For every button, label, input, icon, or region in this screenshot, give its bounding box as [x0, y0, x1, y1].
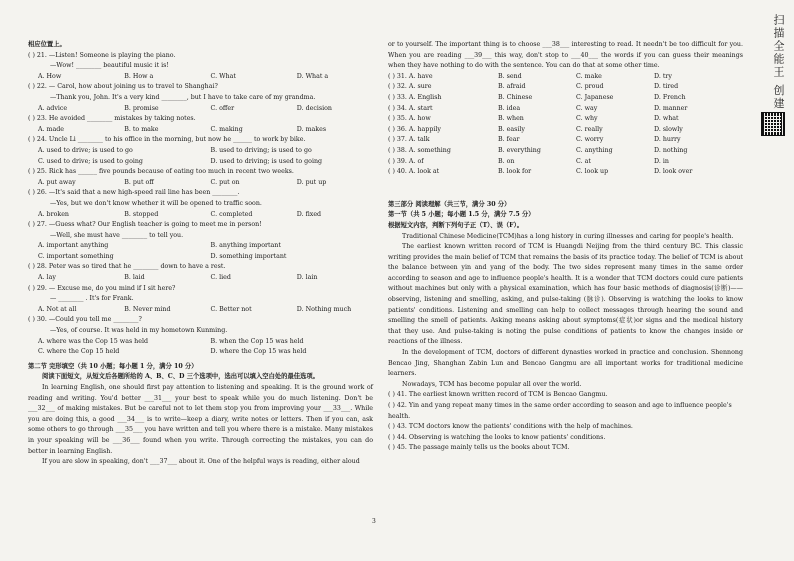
choice-row — [388, 146, 743, 157]
choice-option: D. French — [654, 93, 686, 101]
choice-option: C. really — [576, 125, 603, 133]
choice-row — [388, 135, 743, 146]
part3-section1: 第一节（共 5 小题；每小题 1.5 分，满分 7.5 分） — [388, 211, 535, 219]
right-column — [388, 40, 743, 454]
option-row — [28, 157, 373, 168]
question-sub: —Well, she must have ________ to tell you. — [50, 231, 184, 239]
option: D. Nothing much — [296, 305, 352, 313]
option: C. important something — [38, 252, 114, 260]
question-sub: —Thank you, John. It's a very kind ________, but I have to take care of my grandma. — [50, 93, 316, 101]
option-row — [28, 347, 373, 358]
cloze-paragraph-2: If you are slow in speaking, don't ___37___ about it. One of the helpful ways is reading, either aloud — [42, 458, 360, 466]
option: D. fixed — [296, 210, 322, 218]
choice-option: ( ) 31. A. have — [388, 72, 433, 80]
option: A. where was the Cop 15 was held — [38, 337, 149, 345]
question-stem: ( ) 26. —It's said that a new high-speed rail line has been ________. — [28, 189, 240, 197]
option-row — [28, 72, 373, 83]
choice-option: D. tired — [654, 83, 679, 91]
choice-option: B. Chinese — [498, 93, 533, 101]
option: C. What — [210, 72, 236, 80]
option-row — [28, 210, 373, 221]
choice-row — [388, 104, 743, 115]
choice-option: ( ) 34. A. start — [388, 104, 433, 112]
option: A. advice — [38, 104, 68, 112]
true-false-list — [388, 390, 743, 454]
choice-option: ( ) 33. A. English — [388, 93, 442, 101]
option: A. put away — [38, 178, 76, 186]
choice-option: B. afraid — [498, 83, 526, 91]
question-sub: — ________ . It's for Frank. — [50, 295, 134, 303]
option: C. where the Cop 15 held — [38, 348, 120, 356]
option: D. used to driving; is used to going — [210, 157, 323, 165]
question-list — [28, 51, 373, 358]
choice-option: B. when — [498, 115, 524, 123]
option: A. important anything — [38, 242, 109, 250]
option: B. laid — [124, 274, 145, 282]
section2-instructions: 阅读下面短文，从短文后各题所给的 A、B、C、D 三个选项中，选出可以填入空白处的最佳选项。 — [42, 373, 319, 381]
option-row — [28, 241, 373, 252]
tf-item: ( ) 43. TCM doctors know the patients' conditions with the help of machines. — [388, 423, 633, 431]
choice-option: D. manner — [654, 104, 688, 112]
page-number: 3 — [372, 518, 376, 525]
choice-option: C. why — [576, 115, 598, 123]
option: D. where the Cop 15 was held — [210, 348, 307, 356]
tf-item: ( ) 42. Yin and yang repeat many times in the same order according to season and age to influence people's health. — [388, 402, 732, 420]
choice-option: B. send — [498, 72, 522, 80]
question-sub: —Wow! ________ beautiful music it is! — [50, 62, 169, 70]
option: C. offer — [210, 104, 235, 112]
qr-code-icon — [761, 112, 785, 136]
question-stem: ( ) 23. He avoided ________ mistakes by taking notes. — [28, 115, 196, 123]
option-row — [28, 125, 373, 136]
part3-instructions: 根据短文内容，判断下列句子正（T）、误（F）。 — [388, 221, 524, 229]
cloze-choices — [388, 72, 743, 178]
question-stem: ( ) 21. —Listen! Someone is playing the piano. — [28, 51, 176, 59]
cloze-paragraph-3: or to yourself. The important thing is to choose ___38___ interesting to read. It needn't be too difficult for you. When you are reading ___39___ this way, don't stop to ___40___ the words if you can guess their meanings when they have nothing to do with the sentence. You can do that at some other time. — [388, 41, 743, 70]
question-stem: ( ) 29. — Excuse me, do you mind if I sit here? — [28, 284, 176, 292]
question-stem: ( ) 22. — Carol, how about joining us to travel to Shanghai? — [28, 83, 218, 91]
option: D. lain — [296, 274, 318, 282]
choice-option: D. hurry — [654, 136, 681, 144]
option: C. Better not — [210, 305, 252, 313]
option: A. broken — [38, 210, 69, 218]
left-column — [28, 40, 373, 468]
question-stem: ( ) 27. —Guess what? Our English teacher is going to meet me in person! — [28, 221, 262, 229]
cloze-paragraph-1: In learning English, one should first pay attention to listening and speaking. It is the ground work of reading and writing. You'd better ___31___ your best to speak while you do much listening. Don't be ___32___ of making mistakes. But be careful not to let them stop you from improving your ___33___. While you are doing this, a good ___34___ is to write—keep a diary, write notes or letters. Then if you can, ask some others to go through ___35___ you have written and tell you where there is a mistake. Many mistakes in your speaking will be ___36___ found when you write. Through correcting the mistakes, you can do better in learning English. — [28, 384, 373, 455]
section2-title: 第二节 完形填空（共 10 小题；每小题 1 分，满分 10 分） — [28, 362, 198, 370]
option: D. What a — [296, 72, 329, 80]
choice-option: C. way — [576, 104, 598, 112]
reading-paragraph-2: The earliest known written record of TCM is Huangdi Neijing from the third century BC. This classic writing provides the main belief of TCM that remains the basis of its practice today. The belief of TCM is about the balance between yin and yang of the body. The two sides represent many times in the same order according to season and age to influence people's health. It is a wonder that TCM doctors could cure patients without machines but only with a physical examination, which has four basic methods of diagnosis(诊断)—— observing, listening and smelling, asking, and pulse-taking (脉诊). Observing is watching the looks to know patients' conditions. Listening and smelling can help to collect messages through hearing the sound and smelling the smell of patients. Asking means asking about symptoms(症状)or signs and the medical history that they use. And pulse-taking is noting the pulse conditions of patients to know the changes inside or reactions of the illness. — [388, 243, 743, 346]
choice-option: ( ) 40. A. look at — [388, 168, 440, 176]
choice-option: ( ) 36. A. happily — [388, 125, 441, 133]
option: D. decision — [296, 104, 332, 112]
option-row — [28, 252, 373, 263]
choice-row — [388, 157, 743, 168]
reading-paragraph-4: Nowadays, TCM has become popular all over the world. — [402, 380, 582, 388]
option: B. to make — [124, 125, 159, 133]
option: C. put on — [210, 178, 240, 186]
reading-paragraph-1: Traditional Chinese Medicine(TCM)has a long history in curing illnesses and caring for people's health. — [402, 232, 734, 240]
choice-option: D. what — [654, 115, 679, 123]
question-stem: ( ) 30. —Could you tell me ________? — [28, 316, 142, 324]
scanner-watermark: 扫描全能王 创建 — [772, 14, 785, 111]
option: C. completed — [210, 210, 253, 218]
reading-paragraph-3: In the development of TCM, doctors of different dynasties worked in practice and conclusion. Shennong Bencao Jing, Shanghan Zabin Lun and Bencao Gangmu are all important works for traditional medicine learners. — [388, 349, 743, 378]
choice-option: B. easily — [498, 125, 525, 133]
option: A. Not at all — [38, 305, 77, 313]
choice-option: D. try — [654, 72, 672, 80]
question-stem: ( ) 24. Uncle Li ________ to his office in the morning, but now he ______ to work by bike. — [28, 136, 306, 144]
option: C. lied — [210, 274, 231, 282]
option: D. put up — [296, 178, 327, 186]
question-stem: ( ) 28. Peter was so tired that he ________ down to have a rest. — [28, 263, 226, 271]
option: B. when the Cop 15 was held — [210, 337, 304, 345]
option: B. promise — [124, 104, 159, 112]
choice-option: B. on — [498, 157, 515, 165]
choice-option: ( ) 37. A. talk — [388, 136, 430, 144]
tf-item: ( ) 44. Observing is watching the looks to know patients' conditions. — [388, 433, 606, 441]
option-row — [28, 273, 373, 284]
choice-option: B. everything — [498, 146, 541, 154]
part3-title: 第三部分 阅读理解（共三节，满分 30 分） — [388, 200, 511, 208]
choice-option: ( ) 39. A. of — [388, 157, 424, 165]
option: C. used to drive; is used to going — [38, 157, 143, 165]
choice-row — [388, 72, 743, 83]
choice-option: ( ) 35. A. how — [388, 115, 431, 123]
choice-option: C. at — [576, 157, 591, 165]
option: B. used to driving; is used to go — [210, 146, 312, 154]
choice-option: ( ) 38. A. something — [388, 146, 451, 154]
choice-option: B. look for — [498, 168, 532, 176]
option: B. anything important — [210, 242, 281, 250]
choice-option: C. proud — [576, 83, 604, 91]
choice-option: B. fear — [498, 136, 520, 144]
choice-row — [388, 125, 743, 136]
option-row — [28, 337, 373, 348]
option: C. making — [210, 125, 243, 133]
option: A. used to drive; is used to go — [38, 146, 133, 154]
option: A. made — [38, 125, 65, 133]
choice-option: C. anything — [576, 146, 613, 154]
tf-item: ( ) 45. The passage mainly tells us the books about TCM. — [388, 444, 570, 452]
choice-option: C. Japanese — [576, 93, 614, 101]
option-row — [28, 178, 373, 189]
option: A. lay — [38, 274, 56, 282]
choice-option: B. idea — [498, 104, 521, 112]
option-row — [28, 305, 373, 316]
option: B. Never mind — [124, 305, 171, 313]
option: D. makes — [296, 125, 327, 133]
option: D. something important — [210, 252, 287, 260]
option: B. How a — [124, 72, 154, 80]
choice-option: C. make — [576, 72, 602, 80]
choice-option: D. slowly — [654, 125, 683, 133]
choice-row — [388, 114, 743, 125]
choice-row — [388, 82, 743, 93]
option-row — [28, 146, 373, 157]
choice-option: D. nothing — [654, 146, 688, 154]
choice-option: ( ) 32. A. sure — [388, 83, 432, 91]
choice-option: D. in — [654, 157, 669, 165]
choice-option: D. look over — [654, 168, 693, 176]
choice-option: C. look up — [576, 168, 609, 176]
choice-row — [388, 93, 743, 104]
tf-item: ( ) 41. The earliest known written record of TCM is Bencao Gangmu. — [388, 391, 608, 399]
question-stem: ( ) 25. Rick has ______ five pounds because of eating too much in recent two weeks. — [28, 168, 294, 176]
option: A. How — [38, 72, 62, 80]
option: B. put off — [124, 178, 154, 186]
question-sub: —Yes, of course. It was held in my hometown Kunming. — [50, 327, 228, 335]
choice-row — [388, 167, 743, 178]
option: B. stopped — [124, 210, 159, 218]
question-sub: —Yes, but we don't know whether it will be opened to traffic soon. — [50, 199, 262, 207]
option-row — [28, 104, 373, 115]
left-header: 相应位置上。 — [28, 41, 66, 48]
choice-option: C. worry — [576, 136, 604, 144]
